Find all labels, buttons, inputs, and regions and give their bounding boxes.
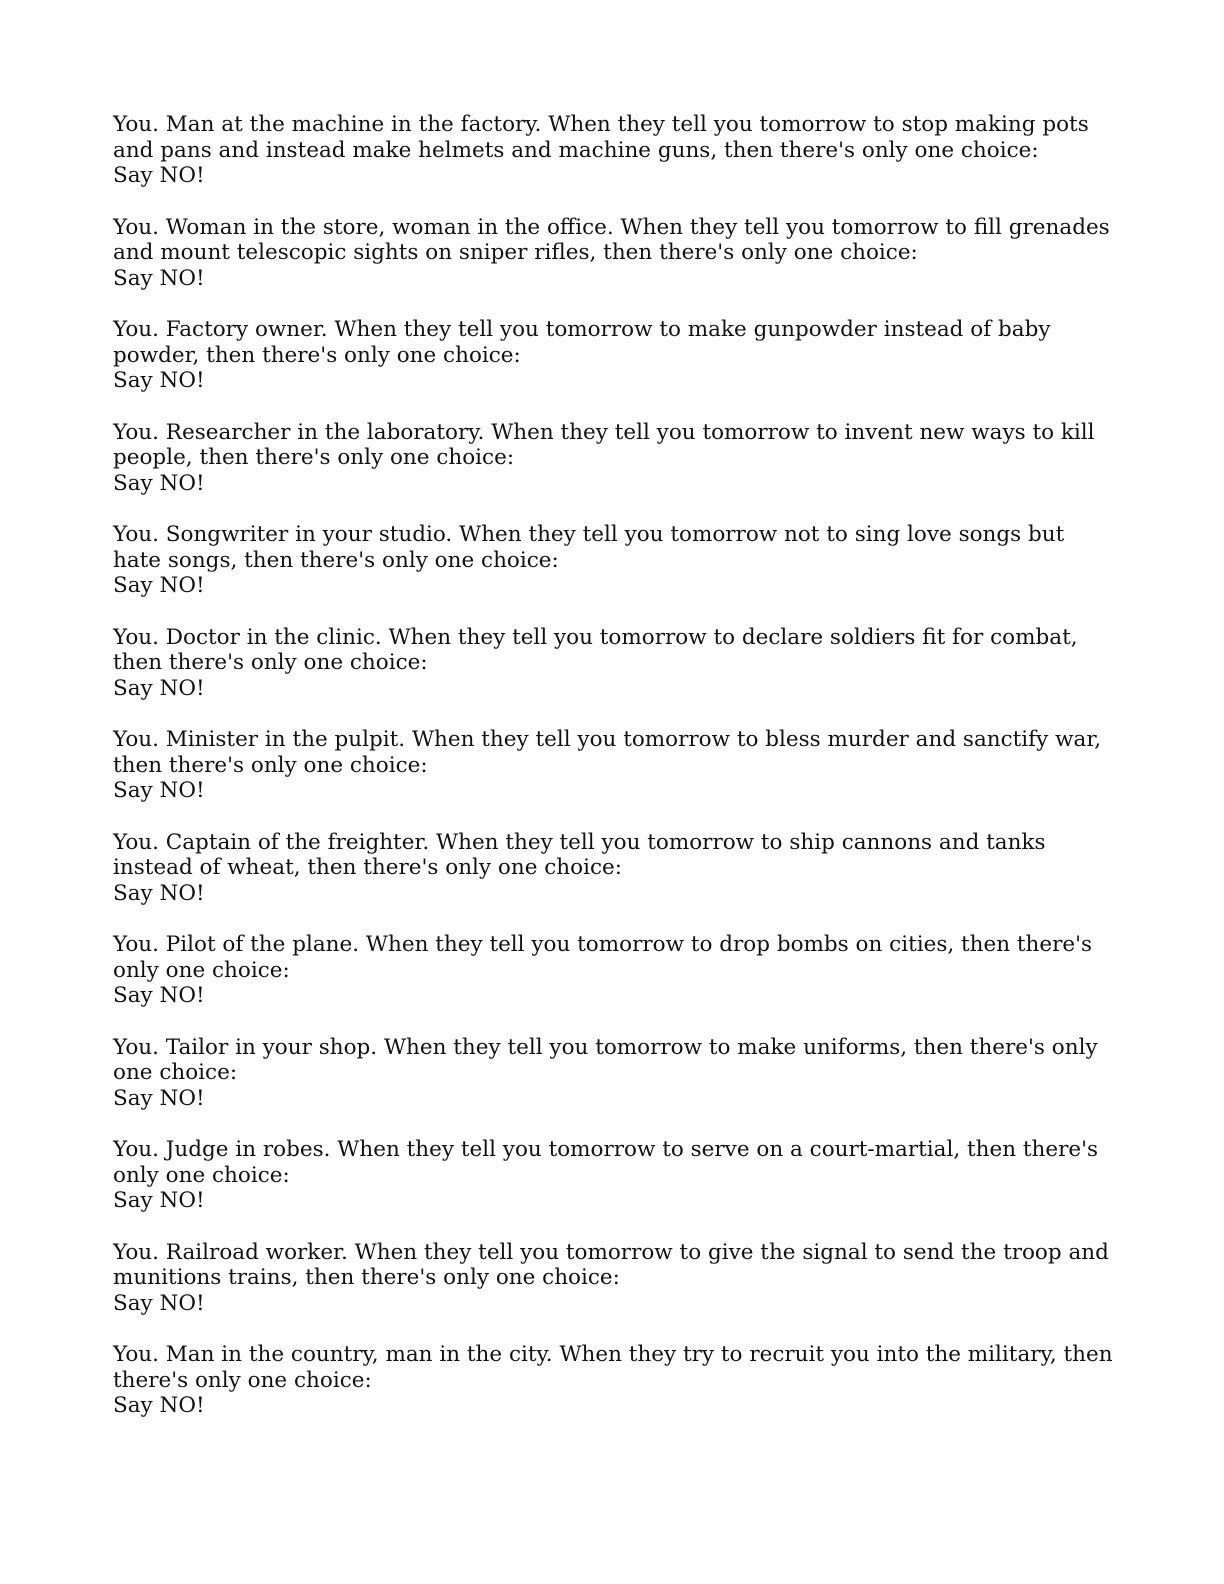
refrain: Say NO! <box>113 573 205 598</box>
stanza <box>113 1342 1113 1419</box>
refrain: Say NO! <box>113 675 205 701</box>
stanza <box>113 727 1113 804</box>
stanza-text: You. Pilot of the plane. When they tell you tomorrow to drop bombs on cities, then there's only one choice: <box>113 932 1093 983</box>
refrain: Say NO! <box>113 1290 205 1316</box>
refrain: Say NO! <box>113 265 205 291</box>
stanza-text: You. Minister in the pulpit. When they tell you tomorrow to bless murder and sanctify war, then there's only one choice: <box>113 727 1102 778</box>
refrain: Say NO! <box>113 1188 205 1213</box>
stanza-text: You. Railroad worker. When they tell you tomorrow to give the signal to send the troop and munitions trains, then there's only one choice: <box>113 1239 1109 1290</box>
document-page <box>113 112 1113 1445</box>
stanza-text: You. Doctor in the clinic. When they tell you tomorrow to declare soldiers fit for combat, then there's only one choice: <box>113 624 1078 675</box>
refrain: Say NO! <box>113 368 205 393</box>
stanza <box>113 522 1113 599</box>
stanza-text: You. Man in the country, man in the city. When they try to recruit you into the military, then there's only one choice: <box>113 1342 1113 1393</box>
refrain: Say NO! <box>113 1085 205 1111</box>
stanza-text: You. Judge in robes. When they tell you tomorrow to serve on a court-martial, then there's only one choice: <box>113 1137 1099 1188</box>
stanza <box>113 215 1113 292</box>
stanza-text: You. Man at the machine in the factory. When they tell you tomorrow to stop making pots and pans and instead make helmets and machine guns, then there's only one choice: <box>113 112 1089 163</box>
stanza <box>113 317 1113 394</box>
refrain: Say NO! <box>113 880 205 906</box>
refrain: Say NO! <box>113 470 205 496</box>
stanza <box>113 1035 1113 1112</box>
refrain: Say NO! <box>113 983 205 1008</box>
stanza-text: You. Songwriter in your studio. When they tell you tomorrow not to sing love songs but hate songs, then there's only one choice: <box>113 522 1065 573</box>
stanza <box>113 1137 1113 1214</box>
stanza <box>113 625 1113 702</box>
stanza <box>113 932 1113 1009</box>
stanza <box>113 1240 1113 1317</box>
stanza-text: You. Captain of the freighter. When they tell you tomorrow to ship cannons and tanks instead of wheat, then there's only one choice: <box>113 829 1046 880</box>
stanza-text: You. Tailor in your shop. When they tell you tomorrow to make uniforms, then there's only one choice: <box>113 1034 1098 1085</box>
stanza-text: You. Researcher in the laboratory. When they tell you tomorrow to invent new ways to kill people, then there's only one choice: <box>113 419 1095 470</box>
stanza <box>113 830 1113 907</box>
stanza-text: You. Factory owner. When they tell you tomorrow to make gunpowder instead of baby powder, then there's only one choice: <box>113 317 1051 368</box>
refrain: Say NO! <box>113 778 205 803</box>
stanza <box>113 112 1113 189</box>
refrain: Say NO! <box>113 1393 205 1418</box>
stanza <box>113 420 1113 497</box>
refrain: Say NO! <box>113 163 205 188</box>
stanza-text: You. Woman in the store, woman in the office. When they tell you tomorrow to fill grenades and mount telescopic sights on sniper rifles, then there's only one choice: <box>113 214 1110 265</box>
